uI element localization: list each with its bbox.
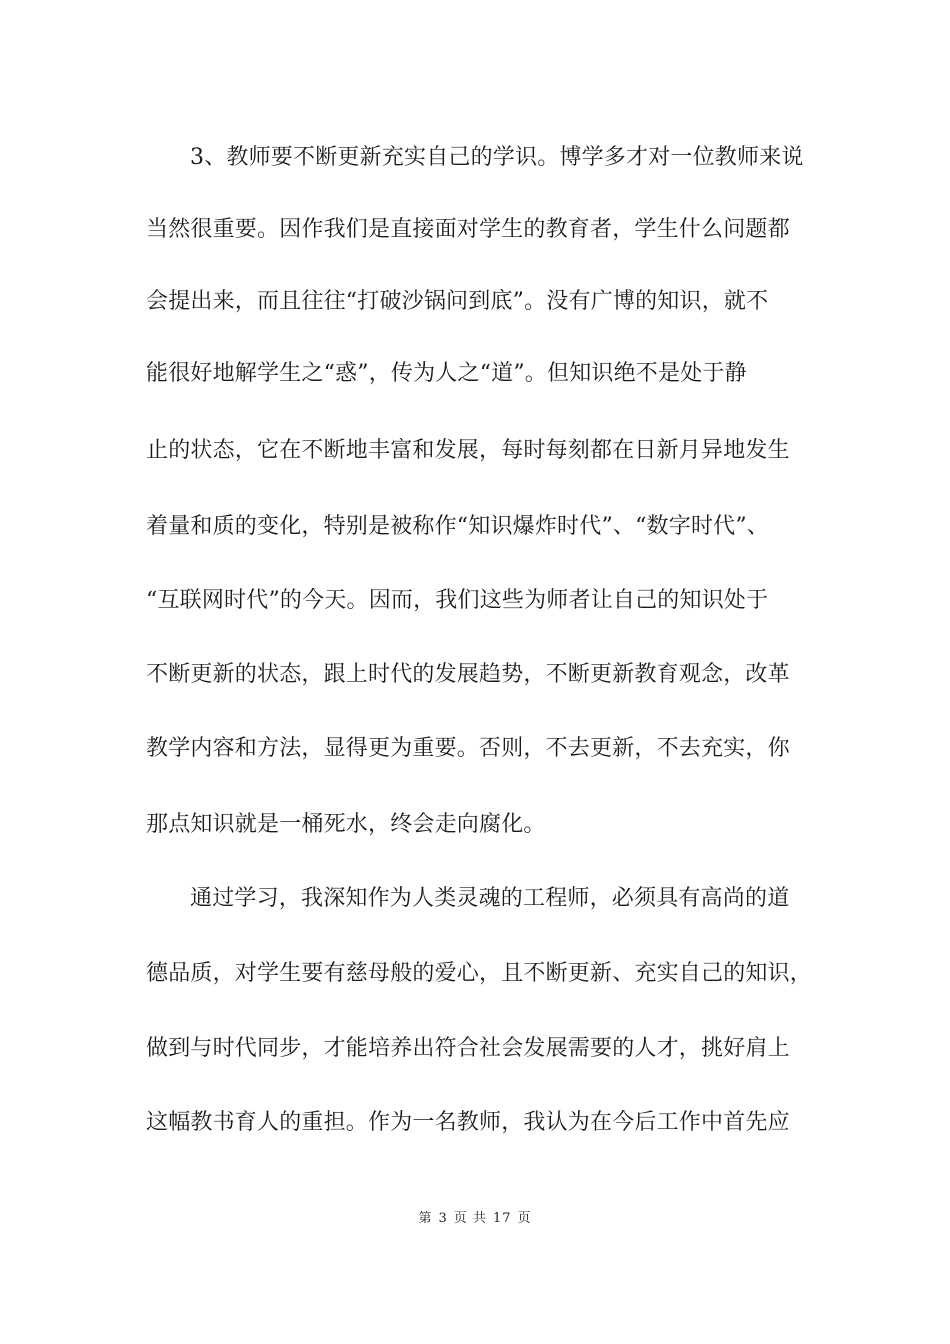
- paragraph-1-line-1: 3、教师要不断更新充实自己的学识。博学多才对一位教师来说: [190, 145, 804, 170]
- footer-prefix: 第: [418, 1211, 433, 1226]
- page-footer: [0, 1207, 950, 1226]
- paragraph-1-line-10: 那点知识就是一桶死水，终会走向腐化。: [146, 812, 546, 837]
- paragraph-2-line-4: 这幅教书育人的重担。作为一名教师，我认为在今后工作中首先应: [146, 1110, 790, 1135]
- paragraph-1-line-4: 能很好地解学生之“惑”，传为人之“道”。但知识绝不是处于静: [146, 361, 747, 386]
- footer-middle: 页 共: [453, 1211, 487, 1226]
- paragraph-1-line-2: 当然很重要。因作我们是直接面对学生的教育者，学生什么问题都: [146, 217, 790, 242]
- paragraph-1-line-6: 着量和质的变化，特别是被称作“知识爆炸时代”、“数字时代”、: [146, 514, 769, 539]
- footer-page-number: 3: [438, 1211, 448, 1226]
- paragraph-2-line-2: 德品质，对学生要有慈母般的爱心，且不断更新、充实自己的知识，: [146, 961, 813, 986]
- paragraph-2-line-3: 做到与时代同步，才能培养出符合社会发展需要的人才，挑好肩上: [146, 1036, 790, 1061]
- paragraph-1-line-7: “互联网时代”的今天。因而，我们这些为师者让自己的知识处于: [146, 588, 769, 613]
- footer-suffix: 页: [517, 1211, 532, 1226]
- paragraph-1-line-3: 会提出来，而且往往“打破沙锅问到底”。没有广博的知识，就不: [146, 289, 769, 314]
- paragraph-1-line-9: 教学内容和方法，显得更为重要。否则，不去更新，不去充实，你: [146, 736, 790, 761]
- footer-total-pages: 17: [492, 1211, 512, 1226]
- paragraph-2-line-1: 通过学习，我深知作为人类灵魂的工程师，必须具有高尚的道: [190, 886, 790, 911]
- paragraph-1-line-8: 不断更新的状态，跟上时代的发展趋势，不断更新教育观念，改革: [146, 662, 790, 687]
- paragraph-1-line-5: 止的状态，它在不断地丰富和发展，每时每刻都在日新月异地发生: [146, 438, 790, 463]
